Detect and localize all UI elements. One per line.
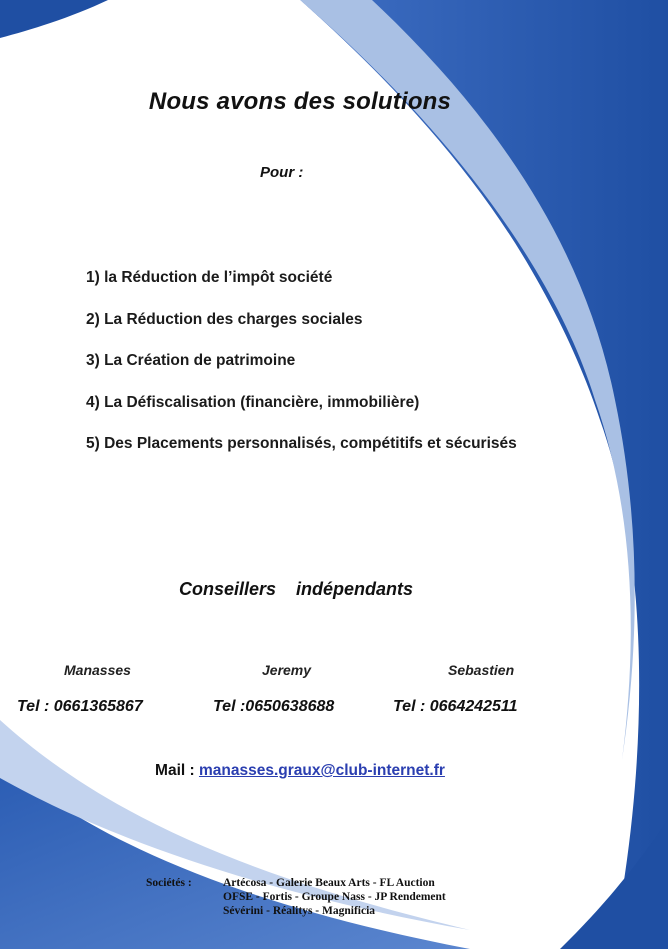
page-subtitle: Pour : <box>260 164 304 181</box>
solution-item-5: 5) Des Placements personnalisés, compétitifs et sécurisés <box>86 435 517 452</box>
solution-item-2: 2) La Réduction des charges sociales <box>86 310 363 328</box>
advisor-phone-manasses: Tel : 0661365867 <box>17 698 143 715</box>
advisor-phone-jeremy: Tel :0650638688 <box>213 698 335 715</box>
companies-label: Sociétés : <box>146 877 192 889</box>
advisors-heading: Conseillers indépendants <box>178 579 414 599</box>
page-title: Nous avons des solutions <box>148 88 452 115</box>
solutions-list <box>86 266 517 474</box>
solution-item-1: 1) la Réduction de l’impôt société <box>86 269 333 286</box>
advisor-name-manasses: Manasses <box>64 662 131 678</box>
mail-link[interactable]: manasses.graux@club-internet.fr <box>198 762 445 779</box>
solution-item-4: 4) La Défiscalisation (financière, immobilière) <box>86 393 420 411</box>
companies-line-2: OFSE - Fortis - Groupe Nass - JP Rendement <box>223 891 446 903</box>
companies-line-3: Sévérini - Réalitys - Magnificia <box>223 905 376 917</box>
mail-label: Mail : <box>155 762 199 779</box>
solution-item-3: 3) La Création de patrimoine <box>86 352 296 369</box>
advisor-name-jeremy: Jeremy <box>262 662 312 678</box>
mail-line <box>0 762 600 780</box>
advisor-phone-sebastien: Tel : 0664242511 <box>393 698 518 715</box>
companies-list <box>223 876 446 918</box>
advisor-name-sebastien: Sebastien <box>448 662 515 678</box>
companies-line-1: Artécosa - Galerie Beaux Arts - FL Auction <box>223 877 435 889</box>
